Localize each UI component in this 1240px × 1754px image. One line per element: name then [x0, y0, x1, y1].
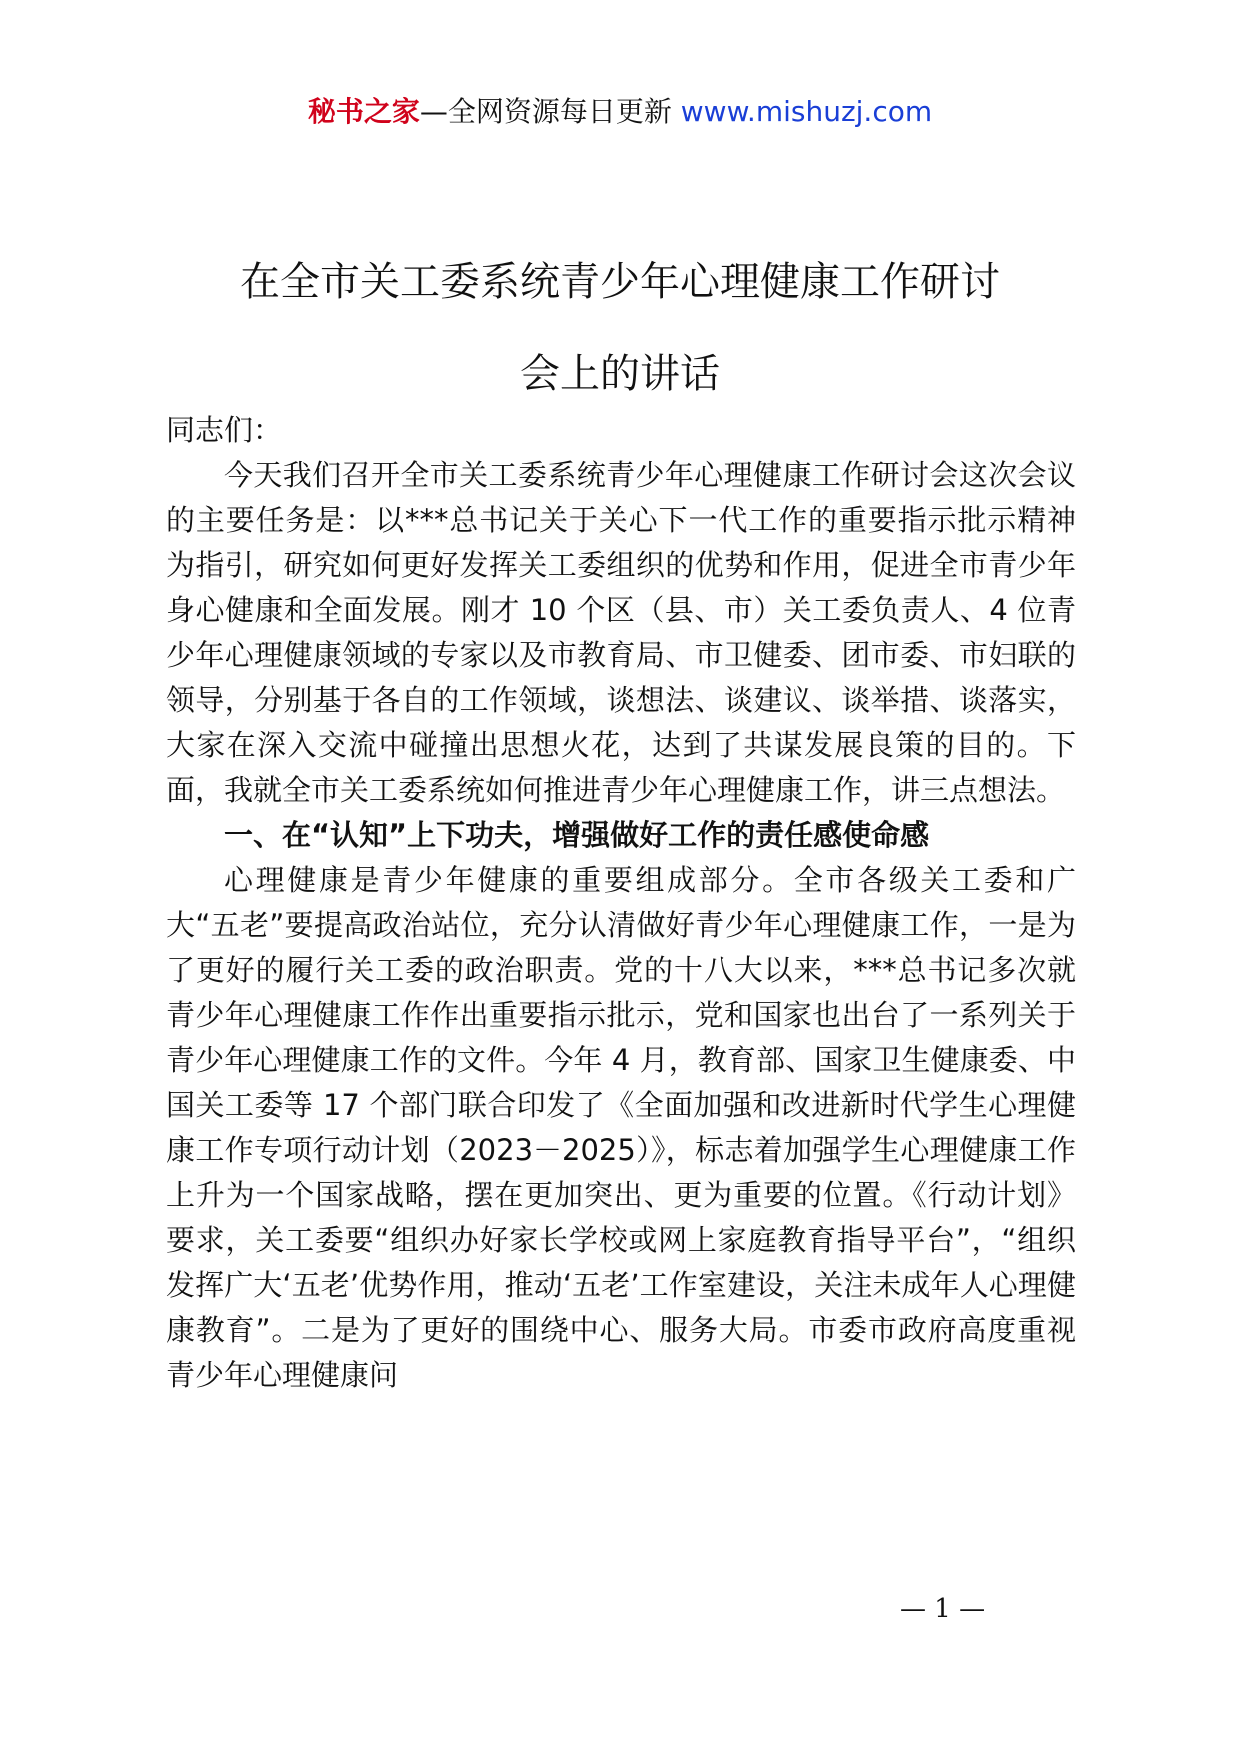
title-line-1: 在全市关工委系统青少年心理健康工作研讨 [240, 259, 1000, 305]
section-1-heading: 一、在“认知”上下功夫，增强做好工作的责任感使命感 [224, 818, 930, 852]
document-title [150, 236, 1090, 420]
site-header [0, 92, 1240, 132]
page-number: — 1 — [900, 1594, 986, 1624]
document-body [166, 408, 1076, 1398]
site-url-link[interactable]: www.mishuzj.com [680, 95, 933, 128]
title-line-2: 会上的讲话 [520, 351, 720, 397]
greeting: 同志们： [166, 413, 283, 447]
section-1-paragraph: 心理健康是青少年健康的重要组成部分。全市各级关工委和广大“五老”要提高政治站位，充分认清做好青少年心理健康工作，一是为了更好的履行关工委的政治职责。党的十八大以来，***总书记多次就青少年心理健康工作作出重要指示批示，党和国家也出台了一系列关于青少年心理健康工作的文件。今年 4 月，教育部、国家卫生健康委、中国关工委等 17 个部门联合印发了《全面加强和改进新时代学生心理健康工作专项行动计划（2023－2025）》，标志着加强学生心理健康工作上升为一个国家战略，摆在更加突出、更为重要的位置。《行动计划》要求，关工委要“组织办好家长学校或网上家庭教育指导平台”，“组织发挥广大‘五老’优势作用，推动‘五老’工作室建设，关注未成年人心理健康教育”。二是为了更好的围绕中心、服务大局。市委市政府高度重视青少年心理健康问 [166, 863, 1076, 1392]
site-tagline: —全网资源每日更新 [419, 95, 681, 128]
intro-paragraph: 今天我们召开全市关工委系统青少年心理健康工作研讨会这次会议的主要任务是：以***总书记关于关心下一代工作的重要指示批示精神为指引，研究如何更好发挥关工委组织的优势和作用，促进全市青少年身心健康和全面发展。刚才 10 个区（县、市）关工委负责人、4 位青少年心理健康领域的专家以及市教育局、市卫健委、团市委、市妇联的领导，分别基于各自的工作领域，谈想法、谈建议、谈举措、谈落实，大家在深入交流中碰撞出思想火花，达到了共谋发展良策的目的。下面，我就全市关工委系统如何推进青少年心理健康工作，讲三点想法。 [166, 458, 1076, 807]
site-brand: 秘书之家 [307, 95, 420, 128]
